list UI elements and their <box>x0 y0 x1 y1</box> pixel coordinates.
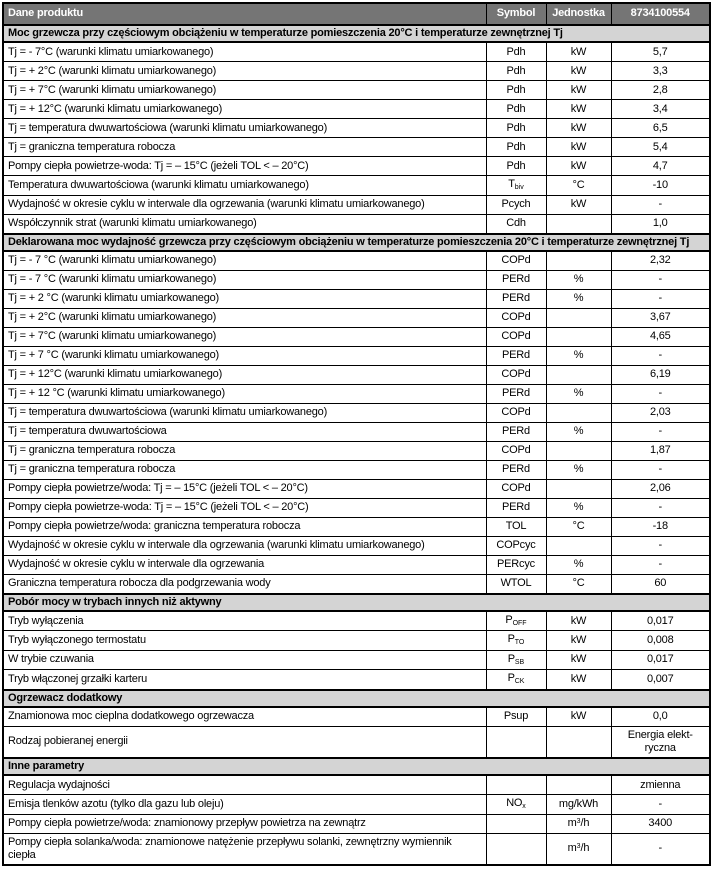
column-header-symbol: Symbol <box>486 3 546 25</box>
symbol-cell: Pdh <box>486 138 546 157</box>
spec-row <box>3 833 710 865</box>
symbol-cell: $T_{biv}$ <box>486 176 546 195</box>
symbol-cell: Pdh <box>486 42 546 62</box>
value-cell: 2,8 <box>611 81 710 100</box>
value-cell: 4,65 <box>611 327 710 346</box>
symbol-cell: PERcyc <box>486 555 546 574</box>
section-title: Deklarowana moc wydajność grzewcza przy częściowym obciążeniu w temperaturze pomieszczenia 20°C i temperaturze zewnętrznej Tj <box>3 234 710 251</box>
unit-cell: °C <box>546 517 611 536</box>
spec-row <box>3 251 710 271</box>
section-title: Pobór mocy w trybach innych niż aktywny <box>3 594 710 611</box>
symbol-cell: WTOL <box>486 574 546 594</box>
value-cell: -10 <box>611 176 710 195</box>
parameter-label: Tj = - 7°C (warunki klimatu umiarkowanego) <box>3 42 486 62</box>
symbol-cell: COPcyc <box>486 536 546 555</box>
unit-cell <box>546 365 611 384</box>
symbol-cell: $P_{SB}$ <box>486 650 546 669</box>
parameter-label: Tj = graniczna temperatura robocza <box>3 138 486 157</box>
unit-cell <box>546 479 611 498</box>
unit-cell <box>546 441 611 460</box>
symbol-cell: PERd <box>486 422 546 441</box>
unit-cell: kW <box>546 707 611 727</box>
unit-cell: % <box>546 384 611 403</box>
value-cell: 5,7 <box>611 42 710 62</box>
table-body <box>3 25 710 865</box>
value-cell: 2,32 <box>611 251 710 271</box>
spec-row <box>3 611 710 631</box>
unit-cell <box>546 308 611 327</box>
symbol-cell: COPd <box>486 441 546 460</box>
unit-cell: °C <box>546 176 611 195</box>
parameter-label: Tryb wyłączenia <box>3 611 486 631</box>
unit-cell: kW <box>546 670 611 690</box>
symbol-cell: COPd <box>486 365 546 384</box>
parameter-label: Tryb wyłączonego termostatu <box>3 631 486 650</box>
value-cell: 0,017 <box>611 650 710 669</box>
parameter-label: Tj = graniczna temperatura robocza <box>3 441 486 460</box>
spec-row <box>3 365 710 384</box>
spec-row <box>3 81 710 100</box>
parameter-label: Tj = + 7°C (warunki klimatu umiarkowanego) <box>3 81 486 100</box>
spec-row <box>3 289 710 308</box>
symbol-cell: $P_{TO}$ <box>486 631 546 650</box>
unit-cell: kW <box>546 81 611 100</box>
value-cell: 0,008 <box>611 631 710 650</box>
section-title: Ogrzewacz dodatkowy <box>3 690 710 707</box>
spec-row <box>3 138 710 157</box>
value-cell: 60 <box>611 574 710 594</box>
value-cell: - <box>611 195 710 214</box>
unit-cell: % <box>546 289 611 308</box>
value-cell: 3,67 <box>611 308 710 327</box>
symbol-cell: PERd <box>486 346 546 365</box>
unit-cell: % <box>546 422 611 441</box>
parameter-label: Tj = + 12 °C (warunki klimatu umiarkowanego) <box>3 384 486 403</box>
symbol-cell <box>486 833 546 865</box>
symbol-cell: PERd <box>486 384 546 403</box>
unit-cell <box>546 251 611 271</box>
value-cell: - <box>611 555 710 574</box>
unit-cell <box>546 214 611 234</box>
value-cell: 0,007 <box>611 670 710 690</box>
section-header-row <box>3 594 710 611</box>
symbol-cell: PERd <box>486 289 546 308</box>
parameter-label: Temperatura dwuwartościowa (warunki klimatu umiarkowanego) <box>3 176 486 195</box>
spec-row <box>3 346 710 365</box>
section-header-row <box>3 234 710 251</box>
spec-row <box>3 157 710 176</box>
section-header-row <box>3 690 710 707</box>
unit-cell: kW <box>546 650 611 669</box>
value-cell: 6,19 <box>611 365 710 384</box>
parameter-label: Graniczna temperatura robocza dla podgrzewania wody <box>3 574 486 594</box>
parameter-label: Tj = + 2°C (warunki klimatu umiarkowanego) <box>3 308 486 327</box>
parameter-label: Tj = + 12°C (warunki klimatu umiarkowanego) <box>3 100 486 119</box>
unit-cell <box>546 775 611 795</box>
parameter-label: Pompy ciepła powietrze/woda: graniczna temperatura robocza <box>3 517 486 536</box>
parameter-label: Tj = + 2°C (warunki klimatu umiarkowanego) <box>3 62 486 81</box>
parameter-label: Współczynnik strat (warunki klimatu umiarkowanego) <box>3 214 486 234</box>
symbol-cell <box>486 814 546 833</box>
symbol-cell: Cdh <box>486 214 546 234</box>
value-cell: - <box>611 270 710 289</box>
unit-cell: kW <box>546 611 611 631</box>
value-cell: 4,7 <box>611 157 710 176</box>
spec-row <box>3 62 710 81</box>
value-cell: - <box>611 346 710 365</box>
parameter-label: Tj = temperatura dwuwartościowa (warunki klimatu umiarkowanego) <box>3 403 486 422</box>
spec-row <box>3 574 710 594</box>
value-cell: - <box>611 498 710 517</box>
spec-row <box>3 214 710 234</box>
unit-cell: % <box>546 346 611 365</box>
unit-cell <box>546 726 611 758</box>
parameter-label: Wydajność w okresie cyklu w interwale dla ogrzewania (warunki klimatu umiarkowanego) <box>3 536 486 555</box>
value-cell: - <box>611 536 710 555</box>
spec-row <box>3 775 710 795</box>
table-header-row <box>3 3 710 25</box>
parameter-label: Znamionowa moc cieplna dodatkowego ogrzewacza <box>3 707 486 727</box>
parameter-label: W trybie czuwania <box>3 650 486 669</box>
value-cell: - <box>611 833 710 865</box>
symbol-cell <box>486 726 546 758</box>
spec-row <box>3 176 710 195</box>
spec-row <box>3 308 710 327</box>
parameter-label: Emisja tlenków azotu (tylko dla gazu lub oleju) <box>3 795 486 814</box>
value-cell: - <box>611 795 710 814</box>
parameter-label: Pompy ciepła powietrze-woda: Tj = – 15°C (jeżeli TOL < – 20°C) <box>3 157 486 176</box>
spec-row <box>3 814 710 833</box>
parameter-label: Tj = + 7°C (warunki klimatu umiarkowanego) <box>3 327 486 346</box>
spec-row <box>3 42 710 62</box>
spec-row <box>3 650 710 669</box>
symbol-cell: COPd <box>486 327 546 346</box>
spec-row <box>3 422 710 441</box>
parameter-label: Tj = - 7 °C (warunki klimatu umiarkowanego) <box>3 270 486 289</box>
value-cell: -18 <box>611 517 710 536</box>
value-cell: 0,017 <box>611 611 710 631</box>
section-header-row <box>3 25 710 42</box>
spec-row <box>3 270 710 289</box>
unit-cell: $m^3/h$ <box>546 833 611 865</box>
symbol-cell: COPd <box>486 403 546 422</box>
spec-row <box>3 726 710 758</box>
value-cell: 0,0 <box>611 707 710 727</box>
symbol-cell: COPd <box>486 251 546 271</box>
unit-cell: % <box>546 270 611 289</box>
value-cell: 1,87 <box>611 441 710 460</box>
spec-row <box>3 479 710 498</box>
spec-row <box>3 555 710 574</box>
spec-row <box>3 517 710 536</box>
parameter-label: Rodzaj pobieranej energii <box>3 726 486 758</box>
symbol-cell: Psup <box>486 707 546 727</box>
unit-cell: % <box>546 555 611 574</box>
spec-row <box>3 670 710 690</box>
symbol-cell: Pdh <box>486 119 546 138</box>
value-cell: 3,3 <box>611 62 710 81</box>
spec-row <box>3 460 710 479</box>
parameter-label: Tryb włączonej grzałki karteru <box>3 670 486 690</box>
unit-cell: kW <box>546 195 611 214</box>
spec-row <box>3 195 710 214</box>
spec-row <box>3 327 710 346</box>
value-cell: 2,06 <box>611 479 710 498</box>
spec-row <box>3 384 710 403</box>
parameter-label: Pompy ciepła powietrze-woda: Tj = – 15°C (jeżeli TOL < – 20°C) <box>3 498 486 517</box>
spec-row <box>3 403 710 422</box>
value-cell: - <box>611 422 710 441</box>
parameter-label: Wydajność w okresie cyklu w interwale dla ogrzewania (warunki klimatu umiarkowanego) <box>3 195 486 214</box>
spec-row <box>3 100 710 119</box>
symbol-cell: $NO_x$ <box>486 795 546 814</box>
spec-row <box>3 795 710 814</box>
symbol-cell: COPd <box>486 479 546 498</box>
value-cell: zmienna <box>611 775 710 795</box>
unit-cell <box>546 403 611 422</box>
value-cell: - <box>611 289 710 308</box>
unit-cell: kW <box>546 157 611 176</box>
column-header-product-number: 8734100554 <box>611 3 710 25</box>
value-cell: 1,0 <box>611 214 710 234</box>
value-cell: - <box>611 460 710 479</box>
parameter-label: Regulacja wydajności <box>3 775 486 795</box>
column-header-product-data: Dane produktu <box>3 3 486 25</box>
unit-cell: mg/kWh <box>546 795 611 814</box>
value-cell: 3,4 <box>611 100 710 119</box>
parameter-label: Tj = graniczna temperatura robocza <box>3 460 486 479</box>
symbol-cell: $P_{CK}$ <box>486 670 546 690</box>
parameter-label: Tj = temperatura dwuwartościowa <box>3 422 486 441</box>
value-cell: - <box>611 384 710 403</box>
product-spec-table <box>2 2 711 866</box>
parameter-label: Pompy ciepła solanka/woda: znamionowe natężenie przepływu solanki, zewnętrzny wymiennik ciepła <box>3 833 486 865</box>
symbol-cell: PERd <box>486 498 546 517</box>
spec-row <box>3 119 710 138</box>
unit-cell: kW <box>546 119 611 138</box>
spec-row <box>3 631 710 650</box>
parameter-label: Tj = temperatura dwuwartościowa (warunki klimatu umiarkowanego) <box>3 119 486 138</box>
parameter-label: Tj = + 2 °C (warunki klimatu umiarkowanego) <box>3 289 486 308</box>
parameter-label: Tj = + 12°C (warunki klimatu umiarkowanego) <box>3 365 486 384</box>
spec-row <box>3 441 710 460</box>
parameter-label: Tj = + 7 °C (warunki klimatu umiarkowanego) <box>3 346 486 365</box>
unit-cell: kW <box>546 62 611 81</box>
unit-cell: $m^3/h$ <box>546 814 611 833</box>
symbol-cell: Pdh <box>486 157 546 176</box>
section-header-row <box>3 758 710 775</box>
section-title: Moc grzewcza przy częściowym obciążeniu w temperaturze pomieszczenia 20°C i temperaturze zewnętrznej Tj <box>3 25 710 42</box>
value-cell: 2,03 <box>611 403 710 422</box>
column-header-unit: Jednostka <box>546 3 611 25</box>
symbol-cell: COPd <box>486 308 546 327</box>
value-cell: Energia elekt-ryczna <box>611 726 710 758</box>
symbol-cell: Pdh <box>486 100 546 119</box>
symbol-cell: $P_{OFF}$ <box>486 611 546 631</box>
unit-cell: °C <box>546 574 611 594</box>
parameter-label: Wydajność w okresie cyklu w interwale dla ogrzewania <box>3 555 486 574</box>
symbol-cell: Pdh <box>486 62 546 81</box>
unit-cell: % <box>546 460 611 479</box>
unit-cell: % <box>546 498 611 517</box>
symbol-cell: Pcych <box>486 195 546 214</box>
value-cell: 6,5 <box>611 119 710 138</box>
unit-cell: kW <box>546 42 611 62</box>
parameter-label: Tj = - 7 °C (warunki klimatu umiarkowanego) <box>3 251 486 271</box>
spec-row <box>3 707 710 727</box>
unit-cell: kW <box>546 138 611 157</box>
symbol-cell: Pdh <box>486 81 546 100</box>
unit-cell: kW <box>546 631 611 650</box>
parameter-label: Pompy ciepła powietrze/woda: znamionowy przepływ powietrza na zewnątrz <box>3 814 486 833</box>
value-cell: 5,4 <box>611 138 710 157</box>
unit-cell <box>546 327 611 346</box>
section-title: Inne parametry <box>3 758 710 775</box>
value-cell: 3400 <box>611 814 710 833</box>
symbol-cell: PERd <box>486 270 546 289</box>
symbol-cell: TOL <box>486 517 546 536</box>
symbol-cell <box>486 775 546 795</box>
unit-cell <box>546 536 611 555</box>
spec-row <box>3 498 710 517</box>
unit-cell: kW <box>546 100 611 119</box>
symbol-cell: PERd <box>486 460 546 479</box>
parameter-label: Pompy ciepła powietrze/woda: Tj = – 15°C (jeżeli TOL < – 20°C) <box>3 479 486 498</box>
spec-row <box>3 536 710 555</box>
